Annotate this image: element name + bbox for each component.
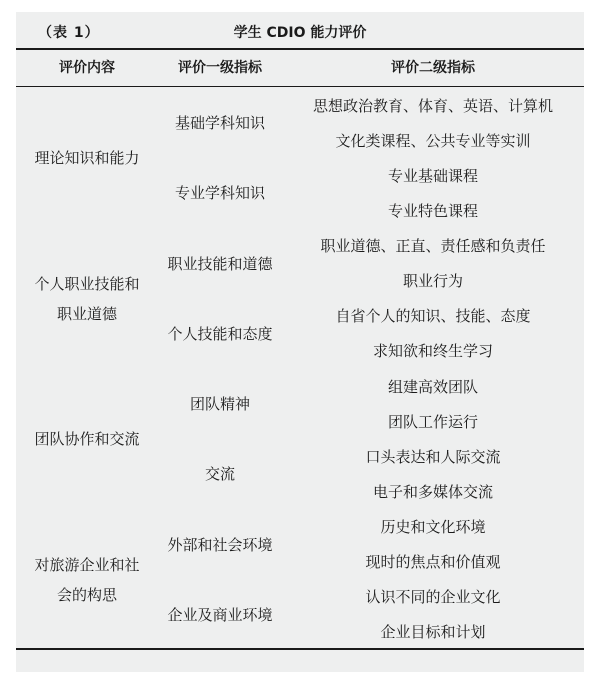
content-cell (16, 510, 158, 651)
content-line: 理论知识和能力 (34, 149, 140, 168)
level2-cell: 团队工作运行 (387, 412, 478, 431)
level2-cell: 认识不同的企业文化 (365, 588, 501, 607)
level1-cell: 外部和社会环境 (167, 535, 273, 554)
level2-cell: 历史和文化环境 (380, 518, 486, 537)
content-line: 会的构思 (56, 585, 117, 604)
level2-cell: 求知欲和终生学习 (372, 342, 493, 361)
table-title: 学生 CDIO 能力评价 (233, 25, 367, 41)
header-level2: 评价二级指标 (391, 60, 475, 76)
level2-cell: 专业特色课程 (387, 201, 478, 220)
level1-cell: 团队精神 (189, 395, 250, 414)
header-level1: 评价一级指标 (178, 60, 262, 76)
level2-cell: 企业目标和计划 (380, 623, 486, 642)
content-line: 职业道德 (56, 304, 117, 323)
content-line: 对旅游企业和社 (34, 555, 140, 574)
header-content: 评价内容 (59, 60, 115, 76)
level2-cell: 职业行为 (402, 272, 463, 291)
header-rule (16, 86, 584, 87)
content-cell (16, 229, 158, 370)
table-caption (16, 12, 584, 48)
level2-cell: 文化类课程、公共专业等实训 (335, 131, 531, 150)
level2-cell: 自省个人的知识、技能、态度 (335, 307, 531, 326)
level2-cell: 职业道德、正直、责任感和负责任 (320, 237, 546, 256)
level1-cell: 企业及商业环境 (167, 605, 273, 624)
content-cell (16, 88, 158, 229)
level1-cell: 基础学科知识 (174, 114, 265, 133)
level2-cell: 专业基础课程 (387, 166, 478, 185)
level1-cell: 专业学科知识 (174, 184, 265, 203)
content-line: 个人职业技能和 (34, 274, 140, 293)
level2-cell: 组建高效团队 (387, 377, 478, 396)
level2-cell: 思想政治教育、体育、英语、计算机 (312, 96, 553, 115)
level1-cell: 个人技能和态度 (167, 324, 273, 343)
content-line: 团队协作和交流 (34, 430, 140, 449)
level2-cell: 口头表达和人际交流 (365, 447, 501, 466)
level1-cell: 交流 (204, 465, 235, 484)
level1-cell: 职业技能和道德 (167, 254, 273, 273)
table-number-label: （表 1） (38, 25, 100, 41)
level2-cell: 电子和多媒体交流 (372, 482, 493, 501)
level2-cell: 现时的焦点和价值观 (365, 553, 501, 572)
content-cell (16, 369, 158, 510)
table-bottom-rule (16, 648, 584, 650)
